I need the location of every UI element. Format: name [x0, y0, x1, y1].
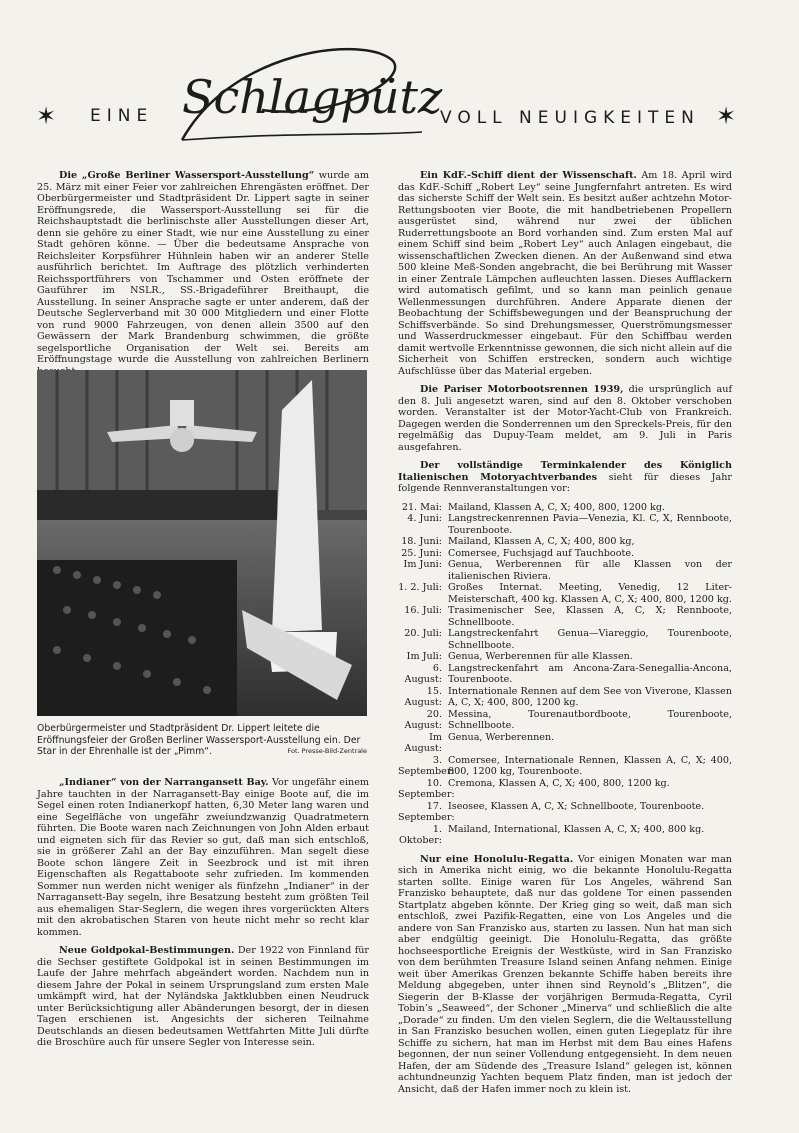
- race-calendar: [398, 502, 732, 847]
- calendar-text: Genua, Werberennen für alle Klassen.: [448, 651, 633, 662]
- calendar-date: 6. August:: [404, 662, 442, 685]
- calendar-text: Comersee, Internationale Rennen, Klassen A, C, X; 400, 800, 1200 kg, Tourenboote.: [448, 754, 732, 777]
- calendar-entry: [398, 778, 732, 801]
- calendar-text: Trasimenischer See, Klassen A, C, X; Rennboote, Schnellboote.: [448, 605, 732, 628]
- calendar-text: Mailand, Klassen A, C, X; 400, 800, 1200 kg.: [448, 501, 666, 513]
- photo-credit: Fot. Presse-Bild-Zentrale: [287, 747, 367, 755]
- calendar-date: Im Juli:: [406, 651, 442, 662]
- header-script-title: Schlagpütz: [182, 70, 443, 124]
- article-kdf-ship: Ein KdF.-Schiff dient der Wissenschaft. Am 18. April wird das KdF.-Schiff „Robert Ley“ seine Jungfernfahrt antreten. Es wird das sicherste Schiff der Welt sein. Es besitzt außer achtzehn Motor-Rettungsbooten vier Boote, die mit handbetriebenen Propellern ausgerüstet sind, während nur zwei der üblichen Ruderrettungsboote an Bord vorhanden sind. Zum ersten Mal auf einem Schiff sind beim „Robert Ley“ auch Anlagen eingebaut, die wissenschaftlichen Zwecken dienen. An der Außenwand sind etwa 500 kleine Meß-Sonden angebracht, die bei Berührung mit Wasser in einer Zentrale Lämpchen aufleuchten lassen. Dieses Aufflackern wird automatisch gefilmt, und so kann man peinlich genaue Wellenmessungen durchführen. Andere Apparate dienen der Beobachtung der Schiffsbewegungen und der Beanspruchung der Schiffsverbände. So sind Drehungsmesser, Querströmungsmesser und Wasserdruckmesser eingebaut. Für den Schiffbau werden damit wertvolle Erkenntnisse gewonnen, die sich nicht allein auf die Sicherheit von Schiffen erstrecken, sondern auch wichtige Aufschlüsse über das Material ergeben.: [398, 170, 733, 377]
- article-italian-calendar: Der vollständige Terminkalender des Königlich Italienischen Motoryachtverbandes sieht für dieses Jahr folgende Rennveranstaltungen vor:: [398, 460, 732, 494]
- calendar-date: 21. Mai:: [401, 501, 442, 513]
- right-column: [398, 170, 732, 1102]
- calendar-text: Internationale Rennen auf dem See von Viverone, Klassen A, C, X; 400, 800, 1200 kg.: [448, 685, 732, 708]
- calendar-text: Großes Internat. Meeting, Venedig, 12 Liter-Meisterschaft, 400 kg. Klassen A, C, X; 400, 800, 1200 kg.: [448, 582, 732, 605]
- calendar-date: 10. September:: [398, 777, 455, 800]
- calendar-entry: [398, 513, 732, 536]
- photo-caption: Oberbürgermeister und Stadtpräsident Dr. Lippert leitete die Eröffnungsfeier der Großen Berliner Wassersport-Ausstellung ein. Der Star in der Ehrenhalle ist der „Pimm“. Fot. Presse-Bild-Zentrale: [37, 723, 367, 757]
- article-honolulu: Nur eine Honolulu-Regatta. Vor einigen Monaten war man sich in Amerika nicht einig, wo die bekannte Honolulu-Regatta starten sollte. Einige waren für Los Angeles, während San Franzisko behauptete, daß nur das goldene Tor einen passenden Startplatz abgeben könnte. Der Krieg ging so weit, daß man sich entschloß, zwei Pazifik-Regatten, eine von Los Angeles und die andere von San Franzisko aus, starten zu lassen. Nun hat man sich aber endgültig geeinigt. Die Honolulu-Regatta, das größte hochseesportliche Ereignis der Westküste, wird in San Franzisko von dem berühmten Treasure Island seinen Anfang nehmen. Einige weit über Amerikas Grenzen bekannte Schiffe haben bereits ihre Meldung abgegeben, unter ihnen sind Reynold’s „Blitzen“, die Siegerin der B-Klasse der vorjährigen Bermuda-Regatta, Cyril Tobin’s „Seaweed“, der Schoner „Minerva“ und schließlich die alte „Dorade“ zu finden. Um den vielen Seglern, die die Weltausstellung in San Franzisko besuchen wollen, einen guten Liegeplatz für ihre Schiffe zu sichern, hat man im Herbst mit dem Bau eines Hafens begonnen, der nun seiner Vollendung entgegensieht. In dem neuen Hafen, der am Südende des „Treasure Island“ gelegen ist, können achtundneunzig Yachten bequem Platz finden, man ist jedoch der Ansicht, daß der Hafen immer noch zu klein ist.: [398, 853, 732, 1095]
- calendar-text: Messina, Tourenautbordboote, Tourenboote, Schnellboote.: [448, 708, 732, 731]
- calendar-text: Langstreckenfahrt am Ancona-Zara-Senegallia-Ancona, Tourenboote.: [448, 662, 732, 685]
- article-indianer: „Indianer“ von der Narrangansett Bay. Vor ungefähr einem Jahre tauchten in der Narragansett-Bay einige Boote auf, die im Segel einen roten Indianerkopf hatten, 6,30 Meter lang waren und eine Segelfläche von ungefähr zweiundzwanzig Quadratmetern führten. Die Boote waren nach Zeichnungen von John Alden erbaut und eigneten sich für das Revier so gut, daß man sich entschloß, sie in größerer Zahl an der Bay einzuführen. Man segelt diese Boote schon längere Zeit in Seezbrock und ist mit ihren Eigenschaften als Regattaboote sehr zufrieden. Im kommenden Sommer nun werden nicht weniger als fünfzehn „Indianer“ in der Narragansett-Bay segeln, ihre Besatzung besteht zum größten Teil aus ehemaligen Star-Seglern, die wegen ihres vorgerückten Alters mit den akrobatischen Staren von heute nicht mehr so recht klar kommen.: [37, 777, 369, 938]
- script-flourish: [32, 40, 762, 150]
- header-word-left: EINE: [90, 106, 154, 126]
- calendar-date: 15. August:: [404, 685, 442, 708]
- article-goldpokal: Neue Goldpokal-Bestimmungen. Der 1922 von Finnland für die Sechser gestiftete Goldpokal ist in seinen Bestimmungen im Laufe der Jahre mehrfach abgeändert worden. Nachdem nun in diesem Jahre der Pokal in seinem Ursprungsland zum ersten Male umkämpft wird, hat der Nyländska Jaktklubben einen Neudruck unter Berücksichtigung aller Abänderungen besorgt, der in diesen Tagen erschienen ist. Angesichts der sicheren Teilnahme Deutschlands an diesen bedeutsamen Wettfahrten Mitte Juli dürfte die Broschüre auch für unsere Segler von Interesse sein.: [37, 945, 370, 1048]
- calendar-text: Mailand, International, Klassen A, C, X; 400, 800 kg.: [448, 823, 705, 835]
- calendar-text: Iseosee, Klassen A, C, X; Schnellboote, Tourenboote.: [448, 800, 705, 812]
- calendar-date: Im August:: [404, 731, 442, 754]
- calendar-date: 17. September:: [398, 800, 455, 823]
- star-ornament-right: ✶: [716, 102, 737, 130]
- calendar-date: 3. September:: [398, 754, 455, 777]
- calendar-text: Genua, Werberennen.: [448, 731, 555, 743]
- calendar-entry: [398, 628, 732, 651]
- calendar-text: Langstreckenrennen Pavia—Venezia, Kl. C, X, Rennboote, Tourenboote.: [448, 513, 732, 536]
- article-berlin-exhibition: Die „Große Berliner Wassersport-Ausstellung“ wurde am 25. März mit einer Feier vor zahlreichen Ehrengästen eröffnet. Der Oberbürgermeister und Stadtpräsident Dr. Lippert sagte in seiner Eröffnungsrede, die Wassersport-Ausstellung sei für die Reichshauptstadt die berlinischste aller Ausstellungen dieser Art, denn sie gehöre zu einer Stadt, wie nur eine Ausstellung zu einer Stadt gehören könne. — Über die bedeutsame Ansprache von Reichsleiter Korpsführer Hühnlein haben wir an anderer Stelle ausführlich berichtet. Im Auftrage des plötzlich verhinderten Reichssportführers von Tschammer und Osten eröffnete der Gauführer im NSLR., SS.-Brigadeführer Breithaupt, die Ausstellung. In seiner Ansprache sagte er unter anderem, daß der Deutsche Seglerverband mit 30 000 Mitgliedern und einer Flotte von rund 9000 Fahrzeugen, von denen allein 3500 auf den Gewässern der Mark Brandenburg schwimmen, die größte segelsportliche Organisation der Welt sei. Bereits am Eröffnungstage wurde die Ausstellung von zahlreichen Berlinern: [37, 170, 369, 365]
- calendar-date: 16. Juli:: [404, 605, 442, 616]
- calendar-text: Mailand, Klassen A, C, X; 400, 800 kg,: [448, 536, 635, 547]
- calendar-entry: [398, 651, 732, 663]
- header-word-right: VOLL NEUIGKEITEN: [440, 108, 700, 128]
- calendar-text: Genua, Werberennen für alle Klassen von der italienischen Riviera.: [448, 559, 732, 582]
- article-paris-races: Die Pariser Motorbootsrennen 1939, die ursprünglich auf den 8. Juli angesetzt waren, sind auf den 8. Oktober verschoben worden. Veranstalter ist der Motor-Yacht-Club von Frankreich. Dagegen werden die Sonderrennen um den Spreckels-Preis, für den regelmäßig das Dupuy-Team meldet, am 9. Juli in Paris ausgefahren.: [398, 384, 732, 453]
- calendar-entry: [398, 709, 732, 732]
- calendar-text: Langstreckenfahrt Genua—Viareggio, Tourenboote, Schnellboote.: [448, 628, 732, 651]
- calendar-text: Cremona, Klassen A, C, X; 400, 800, 1200 kg.: [448, 777, 670, 789]
- calendar-entry: [398, 755, 732, 778]
- calendar-entry: [398, 582, 732, 605]
- calendar-entry: [398, 536, 732, 548]
- calendar-date: 1. 2. Juli:: [398, 582, 442, 593]
- exhibition-hall-photo: [37, 370, 367, 716]
- calendar-date: 20. Juli:: [404, 628, 442, 639]
- star-ornament-left: ✶: [36, 102, 57, 130]
- calendar-date: 18. Juni:: [401, 536, 442, 547]
- calendar-entry: [398, 824, 732, 847]
- calendar-entry: [398, 686, 732, 709]
- calendar-date: 20. August:: [404, 708, 442, 731]
- calendar-date: 4. Juni:: [407, 513, 442, 524]
- calendar-entry: [398, 548, 732, 560]
- calendar-date: 25. Juni:: [401, 547, 442, 559]
- left-column-bottom: [37, 777, 369, 1056]
- page-header: [32, 40, 762, 150]
- calendar-entry: [398, 663, 732, 686]
- calendar-entry: [398, 559, 732, 582]
- calendar-entry: [398, 732, 732, 755]
- left-column-top: [37, 170, 369, 384]
- calendar-date: Im Juni:: [403, 559, 442, 570]
- calendar-entry: [398, 502, 732, 514]
- calendar-date: 1. Oktober:: [399, 823, 442, 846]
- calendar-entry: [398, 801, 732, 824]
- calendar-entry: [398, 605, 732, 628]
- calendar-text: Comersee, Fuchsjagd auf Tauchboote.: [448, 547, 635, 559]
